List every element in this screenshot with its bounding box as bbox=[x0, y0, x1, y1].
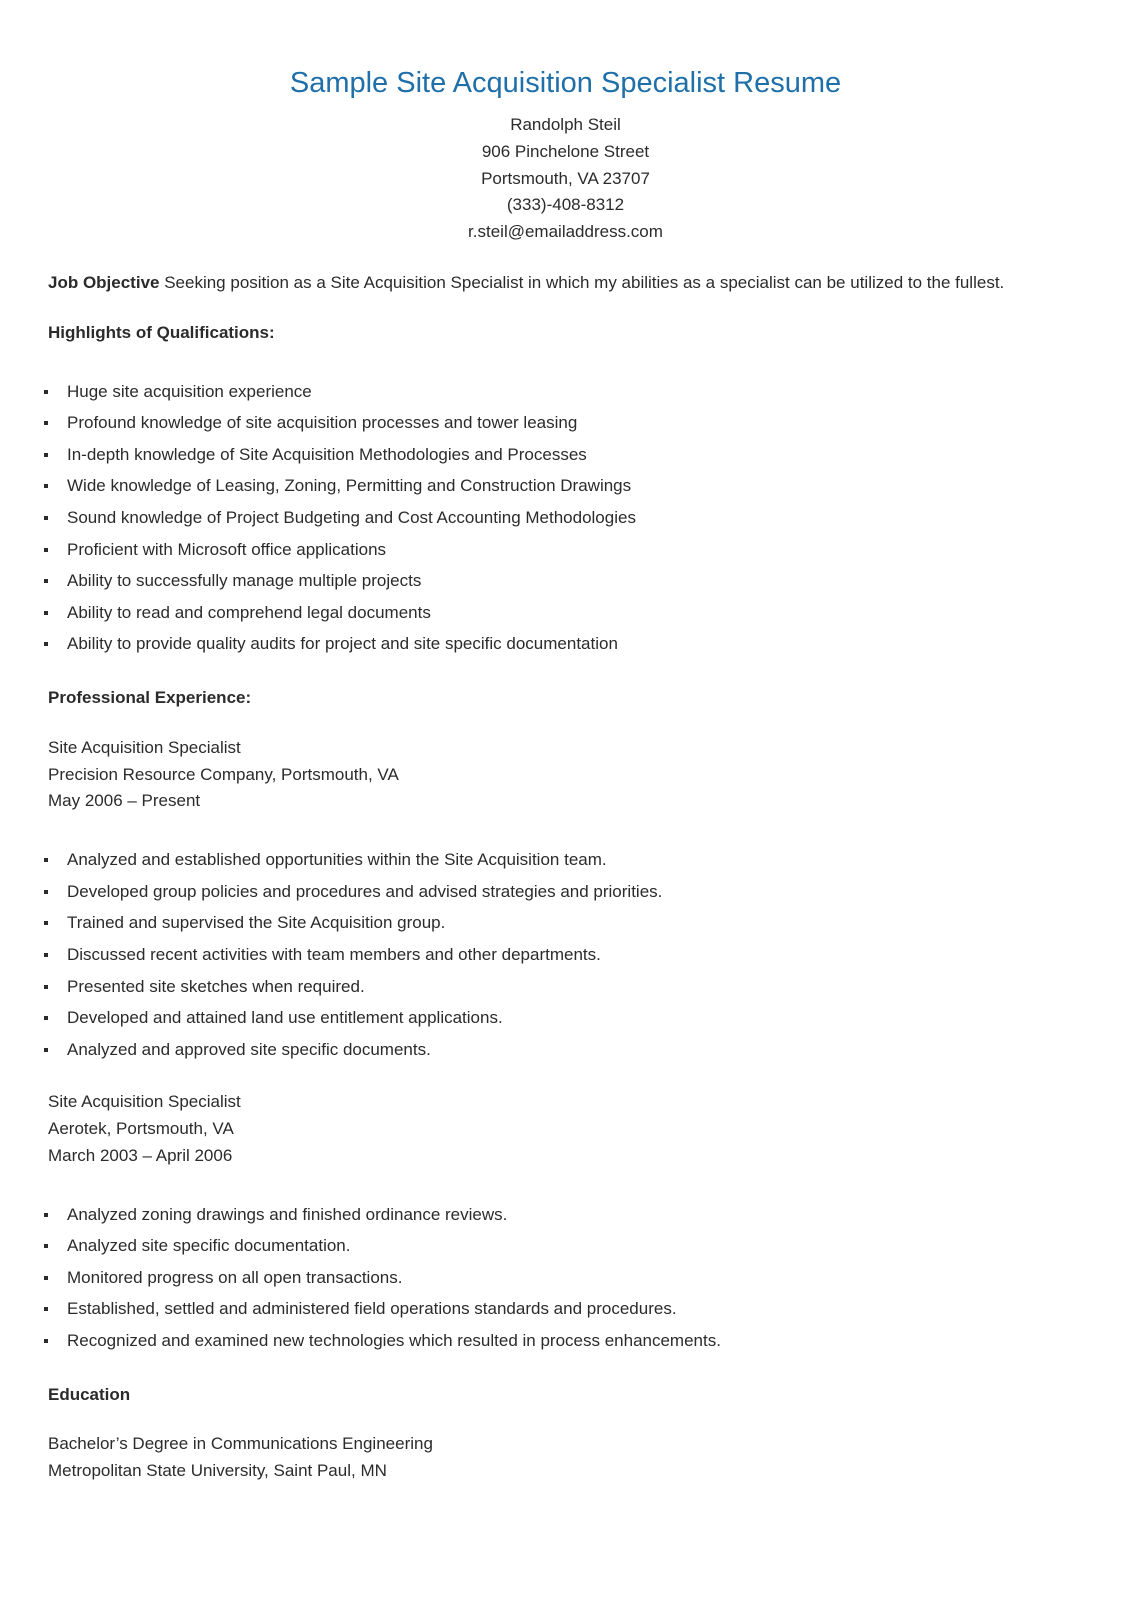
job-2-duties bbox=[48, 1199, 1108, 1357]
job-objective-label: Job Objective bbox=[48, 273, 160, 292]
highlights-list bbox=[48, 376, 1108, 660]
contact-city: Portsmouth, VA 23707 bbox=[481, 168, 650, 188]
list-item-text: Wide knowledge of Leasing, Zoning, Permitting and Construction Drawings bbox=[67, 476, 632, 496]
list-item-text: Ability to read and comprehend legal documents bbox=[67, 602, 431, 622]
list-item-text: Developed and attained land use entitlement applications. bbox=[67, 1008, 503, 1028]
list-item-text: Analyzed zoning drawings and finished ordinance reviews. bbox=[67, 1204, 508, 1224]
contact-phone: (333)-408-8312 bbox=[506, 195, 625, 215]
bullet-icon bbox=[44, 921, 48, 925]
highlights-heading: Highlights of Qualifications: bbox=[48, 322, 275, 342]
list-item-text: Analyzed and established opportunities within the Site Acquisition team. bbox=[67, 850, 607, 870]
list-item bbox=[48, 907, 1108, 939]
list-item bbox=[48, 1262, 1108, 1294]
list-item bbox=[48, 1325, 1108, 1357]
contact-email: r.steil@emailaddress.com bbox=[468, 222, 663, 242]
bullet-icon bbox=[44, 953, 48, 957]
list-item bbox=[48, 971, 1108, 1003]
job-dates: March 2003 – April 2006 bbox=[48, 1145, 233, 1165]
list-item bbox=[48, 502, 1108, 534]
job-company: Aerotek, Portsmouth, VA bbox=[48, 1119, 234, 1139]
education-degree: Bachelor’s Degree in Communications Engineering bbox=[48, 1434, 433, 1454]
list-item-text: Developed group policies and procedures and advised strategies and priorities. bbox=[67, 881, 663, 901]
list-item bbox=[48, 1199, 1108, 1231]
bullet-icon bbox=[44, 390, 48, 394]
list-item-text: Recognized and examined new technologies which resulted in process enhancements. bbox=[67, 1331, 721, 1351]
list-item bbox=[48, 1034, 1108, 1066]
bullet-icon bbox=[44, 1244, 48, 1248]
list-item-text: Proficient with Microsoft office applications bbox=[67, 539, 387, 559]
bullet-icon bbox=[44, 516, 48, 520]
job-entry-1 bbox=[48, 735, 1108, 815]
bullet-icon bbox=[44, 985, 48, 989]
list-item bbox=[48, 470, 1108, 502]
list-item bbox=[48, 376, 1108, 408]
page-title: Sample Site Acquisition Specialist Resume bbox=[289, 67, 842, 99]
contact-block bbox=[0, 112, 1131, 246]
resume-body bbox=[48, 270, 1108, 1485]
list-item bbox=[48, 1230, 1108, 1262]
bullet-icon bbox=[44, 579, 48, 583]
job-1-duties bbox=[48, 844, 1108, 1065]
list-item bbox=[48, 407, 1108, 439]
list-item-text: Huge site acquisition experience bbox=[67, 381, 312, 401]
bullet-icon bbox=[44, 1213, 48, 1217]
bullet-icon bbox=[44, 548, 48, 552]
bullet-icon bbox=[44, 611, 48, 615]
bullet-icon bbox=[44, 1048, 48, 1052]
bullet-icon bbox=[44, 421, 48, 425]
contact-name: Randolph Steil bbox=[510, 115, 621, 134]
list-item-text: In-depth knowledge of Site Acquisition Methodologies and Processes bbox=[67, 444, 587, 464]
list-item bbox=[48, 439, 1108, 471]
list-item bbox=[48, 1002, 1108, 1034]
list-item-text: Analyzed site specific documentation. bbox=[67, 1236, 351, 1256]
list-item bbox=[48, 628, 1108, 660]
list-item bbox=[48, 876, 1108, 908]
bullet-icon bbox=[44, 1339, 48, 1343]
job-company: Precision Resource Company, Portsmouth, VA bbox=[48, 764, 399, 784]
job-title: Site Acquisition Specialist bbox=[48, 1092, 241, 1112]
bullet-icon bbox=[44, 453, 48, 457]
contact-street: 906 Pinchelone Street bbox=[481, 141, 650, 161]
list-item bbox=[48, 597, 1108, 629]
list-item-text: Presented site sketches when required. bbox=[67, 976, 365, 996]
job-dates: May 2006 – Present bbox=[48, 791, 201, 811]
experience-heading: Professional Experience: bbox=[48, 687, 252, 707]
list-item-text: Discussed recent activities with team members and other departments. bbox=[67, 944, 601, 964]
job-objective-text: Seeking position as a Site Acquisition Specialist in which my abilities as a specialist can be utilized to the fullest. bbox=[159, 273, 1005, 292]
bullet-icon bbox=[44, 642, 48, 646]
education-entry bbox=[48, 1431, 1108, 1485]
bullet-icon bbox=[44, 1307, 48, 1311]
list-item bbox=[48, 939, 1108, 971]
bullet-icon bbox=[44, 890, 48, 894]
list-item bbox=[48, 565, 1108, 597]
list-item-text: Monitored progress on all open transactions. bbox=[67, 1267, 403, 1287]
job-objective bbox=[48, 270, 1108, 297]
list-item bbox=[48, 844, 1108, 876]
list-item-text: Analyzed and approved site specific documents. bbox=[67, 1039, 431, 1059]
bullet-icon bbox=[44, 484, 48, 488]
bullet-icon bbox=[44, 858, 48, 862]
list-item-text: Established, settled and administered field operations standards and procedures. bbox=[67, 1299, 677, 1319]
education-school: Metropolitan State University, Saint Paul, MN bbox=[48, 1461, 387, 1481]
job-entry-2 bbox=[48, 1089, 1108, 1169]
education-heading: Education bbox=[48, 1384, 131, 1404]
bullet-icon bbox=[44, 1016, 48, 1020]
list-item bbox=[48, 1293, 1108, 1325]
list-item-text: Trained and supervised the Site Acquisition group. bbox=[67, 913, 446, 933]
list-item-text: Sound knowledge of Project Budgeting and Cost Accounting Methodologies bbox=[67, 507, 636, 527]
list-item-text: Ability to successfully manage multiple projects bbox=[67, 571, 422, 591]
bullet-icon bbox=[44, 1276, 48, 1280]
job-title: Site Acquisition Specialist bbox=[48, 737, 241, 757]
list-item-text: Ability to provide quality audits for project and site specific documentation bbox=[67, 634, 618, 654]
list-item bbox=[48, 534, 1108, 566]
list-item-text: Profound knowledge of site acquisition processes and tower leasing bbox=[67, 413, 578, 433]
